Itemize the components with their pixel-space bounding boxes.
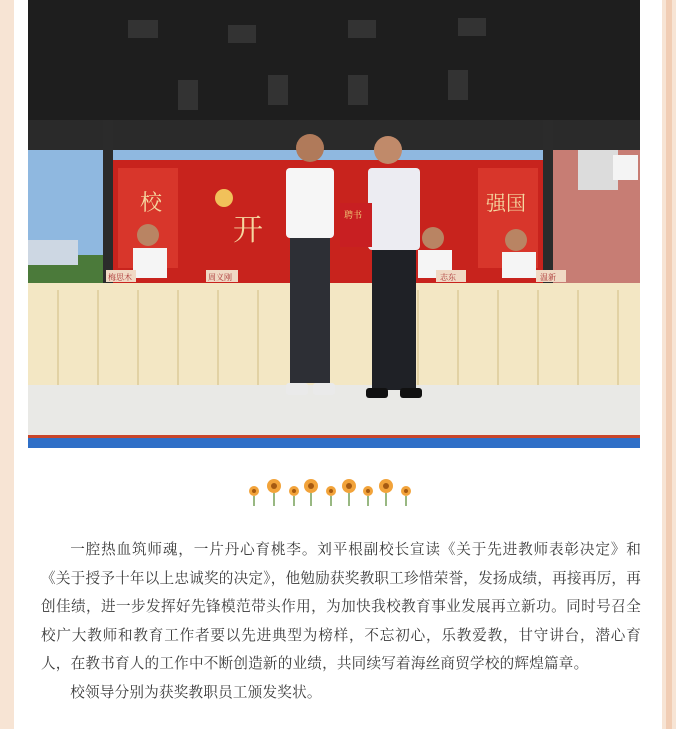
name-card-right-2: 温新 — [540, 273, 556, 282]
banner-center-text: 开 — [233, 213, 263, 248]
name-card-left: 梅思木 — [108, 273, 132, 282]
name-card-right-1: 志东 — [440, 273, 456, 282]
banner-left-text: 校 — [140, 191, 163, 216]
article-card — [14, 0, 662, 729]
flower-row-icon — [246, 474, 416, 508]
certificate-text: 聘书 — [344, 211, 363, 221]
article-paragraph: 校领导分别为获奖教职员工颁发奖状。 — [70, 683, 322, 701]
article-paragraph: 一腔热血筑师魂，一片丹心育桃李。刘平根副校长宣读《关于先进教师表彰决定》和《关于授予十年以上忠诚奖的决定》，他勉励获奖教职工珍惜荣誉，发扬成绩，再接再厉，再创佳绩，进一步发挥好先锋模范带头作用，为加快我校教育事业发展再立新功。同时号召全校广大教师和教育工作者要以先进典型为榜样，不忘初心，乐教爱教，甘守讲台，潜心育人，在教书育人的工作中不断创造新的业绩，共同续写着海丝商贸学校的辉煌篇章。 — [41, 541, 641, 672]
article-body — [41, 536, 641, 707]
award-ceremony-photo — [28, 0, 640, 448]
name-card-center: 周义刚 — [208, 273, 232, 282]
page-left-margin — [0, 0, 14, 729]
banner-right-text: 强国 — [486, 191, 526, 215]
page-right-border — [662, 0, 676, 729]
